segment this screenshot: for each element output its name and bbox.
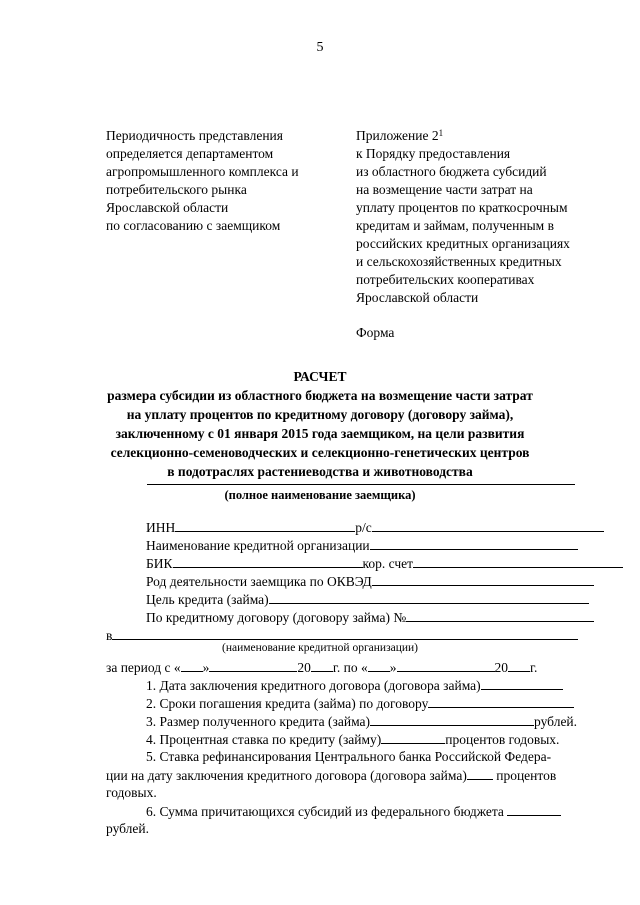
appendix-line: Ярославской области	[356, 290, 479, 305]
item-6-text: 6. Сумма причитающихся субсидий из федерального бюджета	[146, 804, 504, 819]
appendix-line: к Порядку предоставления	[356, 146, 511, 161]
period-start-day-field[interactable]	[181, 658, 203, 672]
period-start-year-field[interactable]	[311, 658, 333, 672]
repayment-terms-field[interactable]	[428, 694, 574, 708]
contract-date-field[interactable]	[481, 676, 563, 690]
submission-note	[106, 127, 299, 235]
contract-row	[146, 608, 594, 627]
heading-line: в подотраслях растениеводства и животноводства	[167, 464, 473, 479]
item-2-row	[146, 694, 574, 713]
period-row	[106, 658, 537, 677]
item-2-label: 2. Сроки погашения кредита (займа) по договору	[146, 696, 429, 711]
year-prefix: 20	[297, 660, 311, 675]
purpose-field[interactable]	[269, 590, 589, 604]
inn-field[interactable]	[175, 518, 355, 532]
item-1-row	[146, 676, 563, 695]
contract-number-field[interactable]	[406, 608, 594, 622]
subsidy-amount-field[interactable]	[507, 802, 561, 816]
inn-row	[146, 518, 604, 537]
item-5-text: ции на дату заключения кредитного договора (договора займа)	[106, 768, 467, 783]
document-heading	[60, 367, 580, 481]
note-line: Периодичность представления	[106, 128, 283, 143]
appendix-line: из областного бюджета субсидий	[356, 164, 547, 179]
period-start-month-field[interactable]	[209, 658, 297, 672]
purpose-row	[146, 590, 589, 609]
bik-label: БИК	[146, 556, 173, 571]
appendix-title: Приложение $2^1$	[356, 128, 444, 143]
period-prefix: за период с «	[106, 660, 181, 675]
credit-org-row	[146, 536, 578, 555]
period-end: г.	[530, 660, 538, 675]
credit-org-label: Наименование кредитной организации	[146, 538, 370, 553]
inn-label: ИНН	[146, 520, 176, 535]
appendix-line: на возмещение части затрат на	[356, 182, 533, 197]
item-5-unit: процентов	[496, 768, 557, 783]
interest-rate-field[interactable]	[381, 730, 445, 744]
purpose-label: Цель кредита (займа)	[146, 592, 269, 607]
refinancing-rate-field[interactable]	[467, 766, 493, 780]
okved-row	[146, 572, 594, 591]
quote-mark: »	[202, 660, 210, 675]
item-5-line-1: 5. Ставка рефинансирования Центрального банка Российской Федера-	[146, 749, 552, 764]
borrower-caption: (полное наименование заемщика)	[224, 488, 416, 502]
item-3-unit: рублей.	[534, 714, 578, 729]
item-6-line-1	[146, 802, 561, 821]
contract-label: По кредитному договору (договору займа) №	[146, 610, 407, 625]
note-line: Ярославской области	[106, 200, 229, 215]
quote-mark: »	[389, 660, 397, 675]
heading-line: заключенному с 01 января 2015 года заемщиком, на цели развития	[115, 426, 525, 441]
note-line: определяется департаментом	[106, 146, 274, 161]
period-mid: г. по «	[332, 660, 368, 675]
appendix-line: кредитам и займам, полученным в	[356, 218, 554, 233]
kor-label: кор. счет	[362, 556, 414, 571]
item-3-label: 3. Размер полученного кредита (займа)	[146, 714, 371, 729]
rs-field[interactable]	[372, 518, 604, 532]
rs-label: р/с	[355, 520, 372, 535]
period-end-year-field[interactable]	[508, 658, 530, 672]
item-5-line-2	[106, 766, 556, 785]
form-label: Форма	[356, 325, 395, 340]
credit-org-name-field[interactable]	[112, 626, 578, 640]
okved-label: Род деятельности заемщика по ОКВЭД	[146, 574, 372, 589]
year-prefix: 20	[494, 660, 508, 675]
heading-line: селекционно-семеноводческих и селекционно-генетических центров	[110, 445, 530, 460]
item-3-row	[146, 712, 577, 731]
period-end-day-field[interactable]	[368, 658, 390, 672]
item-6-line-2: рублей.	[106, 821, 150, 836]
in-label: в	[106, 628, 113, 643]
borrower-name-line[interactable]	[147, 484, 575, 485]
item-4-row	[146, 730, 559, 749]
document-title: РАСЧЕТ	[293, 369, 347, 384]
okved-field[interactable]	[372, 572, 594, 586]
item-4-label: 4. Процентная ставка по кредиту (займу)	[146, 732, 382, 747]
page-number: 5	[316, 40, 324, 55]
heading-line: на уплату процентов по кредитному договору (договору займа),	[126, 407, 514, 422]
note-line: потребительского рынка	[106, 182, 247, 197]
note-line: агропромышленного комплекса и	[106, 164, 299, 179]
appendix-block	[356, 127, 570, 342]
credit-org-caption: (наименование кредитной организации)	[221, 642, 419, 654]
credit-org-field[interactable]	[370, 536, 578, 550]
heading-line: размера субсидии из областного бюджета на возмещение части затрат	[107, 388, 533, 403]
appendix-superscript: 1	[438, 128, 444, 138]
credit-amount-field[interactable]	[370, 712, 534, 726]
note-line: по согласованию с заемщиком	[106, 218, 281, 233]
bik-field[interactable]	[173, 554, 363, 568]
appendix-line: уплату процентов по краткосрочным	[356, 200, 568, 215]
item-5-line-3: годовых.	[106, 785, 157, 800]
bik-row	[146, 554, 623, 573]
period-end-month-field[interactable]	[397, 658, 495, 672]
item-1-label: 1. Дата заключения кредитного договора (договора займа)	[146, 678, 481, 693]
appendix-line: российских кредитных организациях	[356, 236, 570, 251]
item-4-unit: процентов годовых.	[445, 732, 560, 747]
appendix-line: потребительских кооперативах	[356, 272, 535, 287]
appendix-line: и сельскохозяйственных кредитных	[356, 254, 562, 269]
kor-field[interactable]	[413, 554, 623, 568]
